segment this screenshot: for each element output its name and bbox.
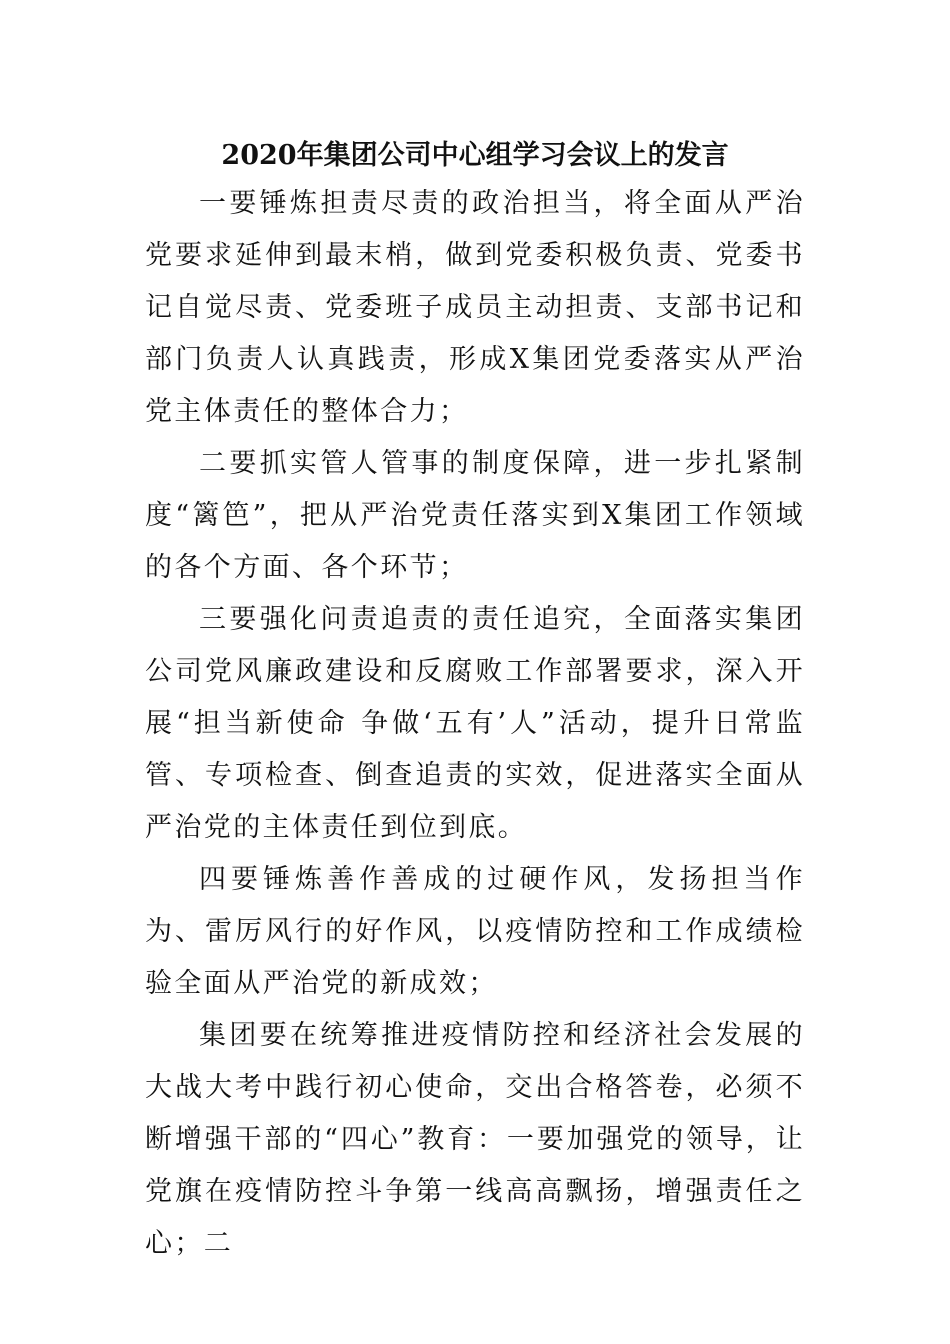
document-title: 2020年集团公司中心组学习会议上的发言 (221, 140, 729, 171)
paragraph-4: 四要锤炼善作善成的过硬作风，发扬担当作为、雷厉风行的好作风，以疫情防控和工作成绩检验全面从严治党的新成效； (145, 864, 805, 999)
paragraph-5: 集团要在统筹推进疫情防控和经济社会发展的大战大考中践行初心使命，交出合格答卷，必须不断增强干部的“四心”教育：一要加强党的领导，让党旗在疫情防控斗争第一线高高飘扬，增强责任之心；二 (145, 1020, 805, 1259)
paragraph-3: 三要强化问责追责的责任追究，全面落实集团公司党风廉政建设和反腐败工作部署要求，深入开展“担当新使命 争做‘五有’人”活动，提升日常监管、专项检查、倒查追责的实效，促进落实全面从严治党的主体责任到位到底。 (145, 604, 805, 843)
paragraph-2: 二要抓实管人管事的制度保障，进一步扎紧制度“篱笆”，把从严治党责任落实到X集团工作领域的各个方面、各个环节； (145, 448, 805, 583)
document-body (145, 178, 805, 1270)
paragraph-1: 一要锤炼担责尽责的政治担当，将全面从严治党要求延伸到最末梢，做到党委积极负责、党委书记自觉尽责、党委班子成员主动担责、支部书记和部门负责人认真践责，形成X集团党委落实从严治党主体责任的整体合力； (145, 188, 805, 427)
